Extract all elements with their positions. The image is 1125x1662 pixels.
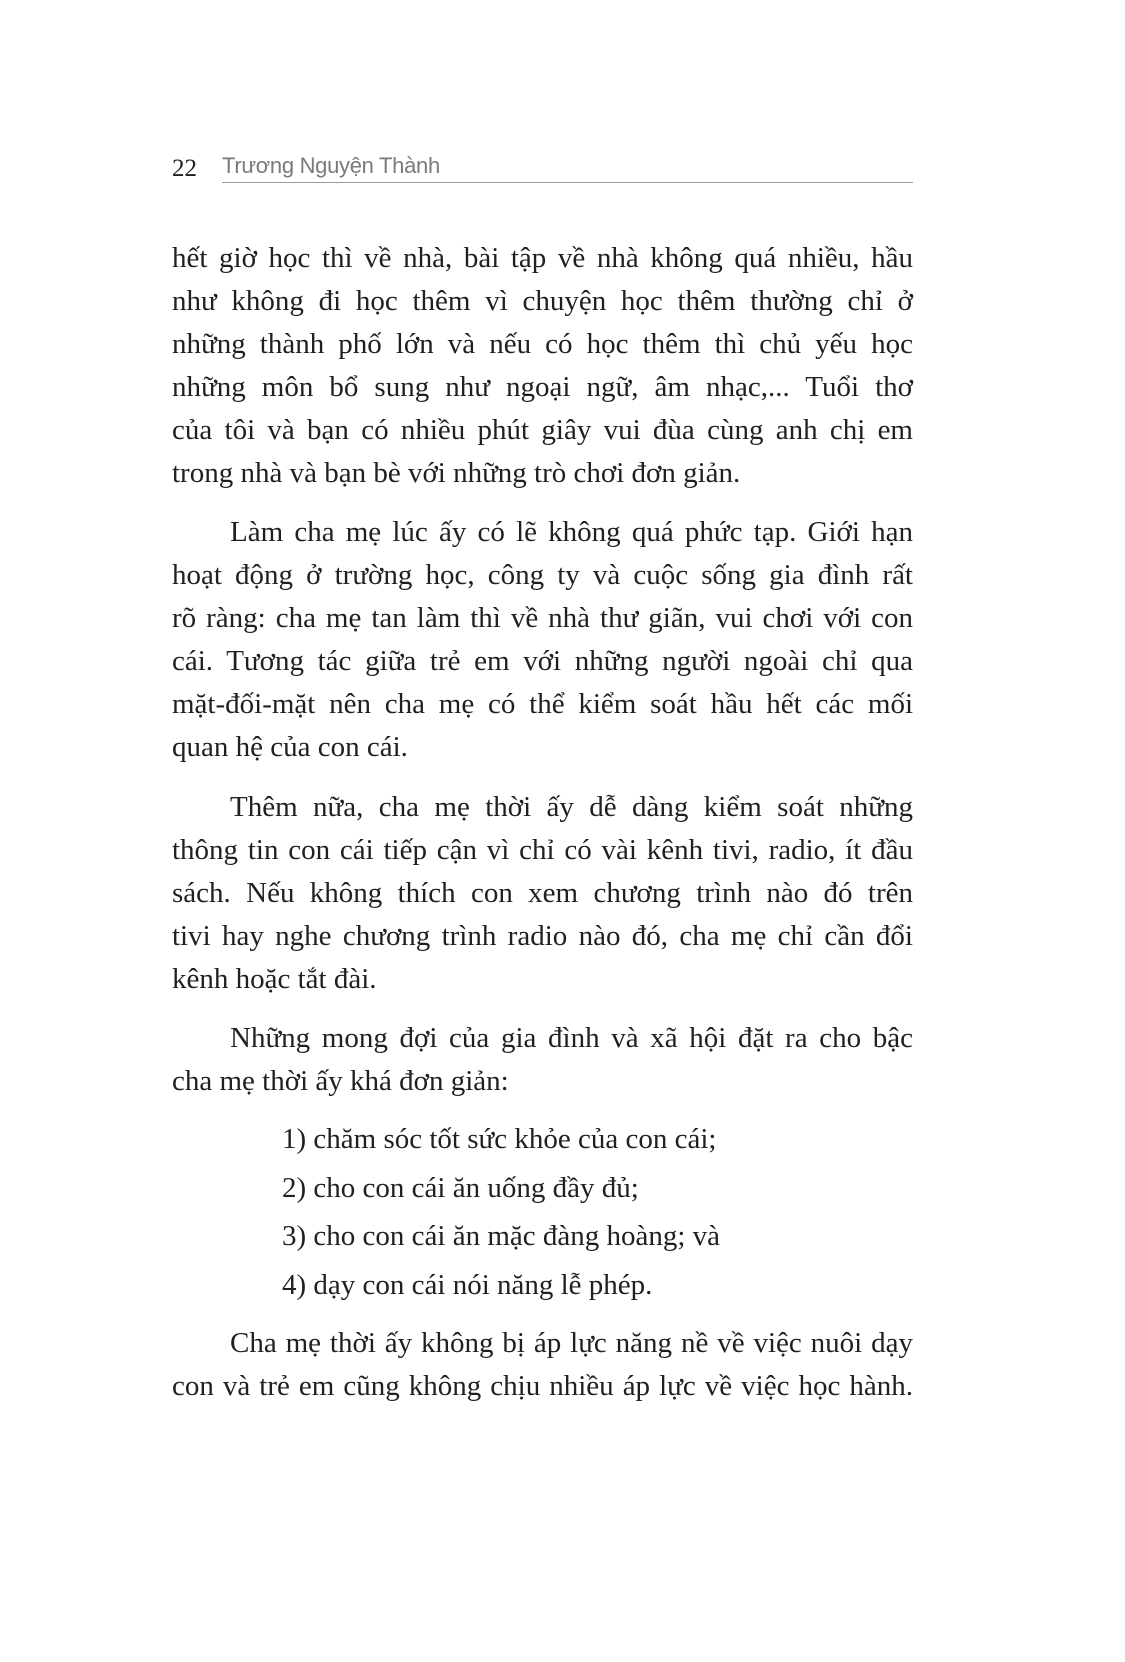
list-item: 2) cho con cái ăn uống đầy đủ; [282,1171,639,1204]
text-line: hết giờ học thì về nhà, bài tập về nhà không quá nhiều, hầu [172,242,913,274]
list-item: 1) chăm sóc tốt sức khỏe của con cái; [282,1123,717,1155]
numbered-list [282,1118,720,1312]
text-line: trong nhà và bạn bè với những trò chơi đơn giản. [172,457,741,489]
text-line: rõ ràng: cha mẹ tan làm thì về nhà thư giãn, vui chơi với con [172,602,913,634]
header-rule [222,182,913,183]
paragraph [172,1322,913,1408]
text-line: những thành phố lớn và nếu có học thêm thì chủ yếu học [172,328,913,360]
list-item: 4) dạy con cái nói năng lễ phép. [282,1268,653,1301]
text-line: của tôi và bạn có nhiều phút giây vui đùa cùng anh chị em [172,414,913,446]
text-line: kênh hoặc tắt đài. [172,963,377,995]
text-line: những môn bổ sung như ngoại ngữ, âm nhạc,... Tuổi thơ [172,371,913,403]
text-line: sách. Nếu không thích con xem chương trình nào đó trên [172,877,913,909]
paragraph [172,1017,913,1103]
text-line: con và trẻ em cũng không chịu nhiều áp lực về việc học hành. [172,1370,913,1402]
header-author: Trương Nguyện Thành [222,153,440,178]
text-line: Làm cha mẹ lúc ấy có lẽ không quá phức tạp. Giới hạn [230,516,913,548]
list-item: 3) cho con cái ăn mặc đàng hoàng; và [282,1220,721,1252]
text-line: thông tin con cái tiếp cận vì chỉ có vài kênh tivi, radio, ít đầu [172,834,913,866]
text-line: cái. Tương tác giữa trẻ em với những người ngoài chỉ qua [172,645,913,677]
text-line: quan hệ của con cái. [172,731,408,763]
text-line: như không đi học thêm vì chuyện học thêm thường chỉ ở [172,285,913,317]
text-line: Thêm nữa, cha mẹ thời ấy dễ dàng kiểm soát những [230,791,913,823]
text-line: Những mong đợi của gia đình và xã hội đặt ra cho bậc [230,1022,913,1054]
text-line: tivi hay nghe chương trình radio nào đó, cha mẹ chỉ cần đổi [172,920,913,952]
text-line: cha mẹ thời ấy khá đơn giản: [172,1065,509,1097]
paragraph [172,786,913,1001]
paragraph [172,511,913,769]
page-number: 22 [172,155,197,182]
text-line: hoạt động ở trường học, công ty và cuộc sống gia đình rất [172,559,913,591]
text-line: Cha mẹ thời ấy không bị áp lực năng nề về việc nuôi dạy [230,1327,913,1359]
paragraph [172,237,913,495]
text-line: mặt-đối-mặt nên cha mẹ có thể kiểm soát hầu hết các mối [172,688,913,720]
